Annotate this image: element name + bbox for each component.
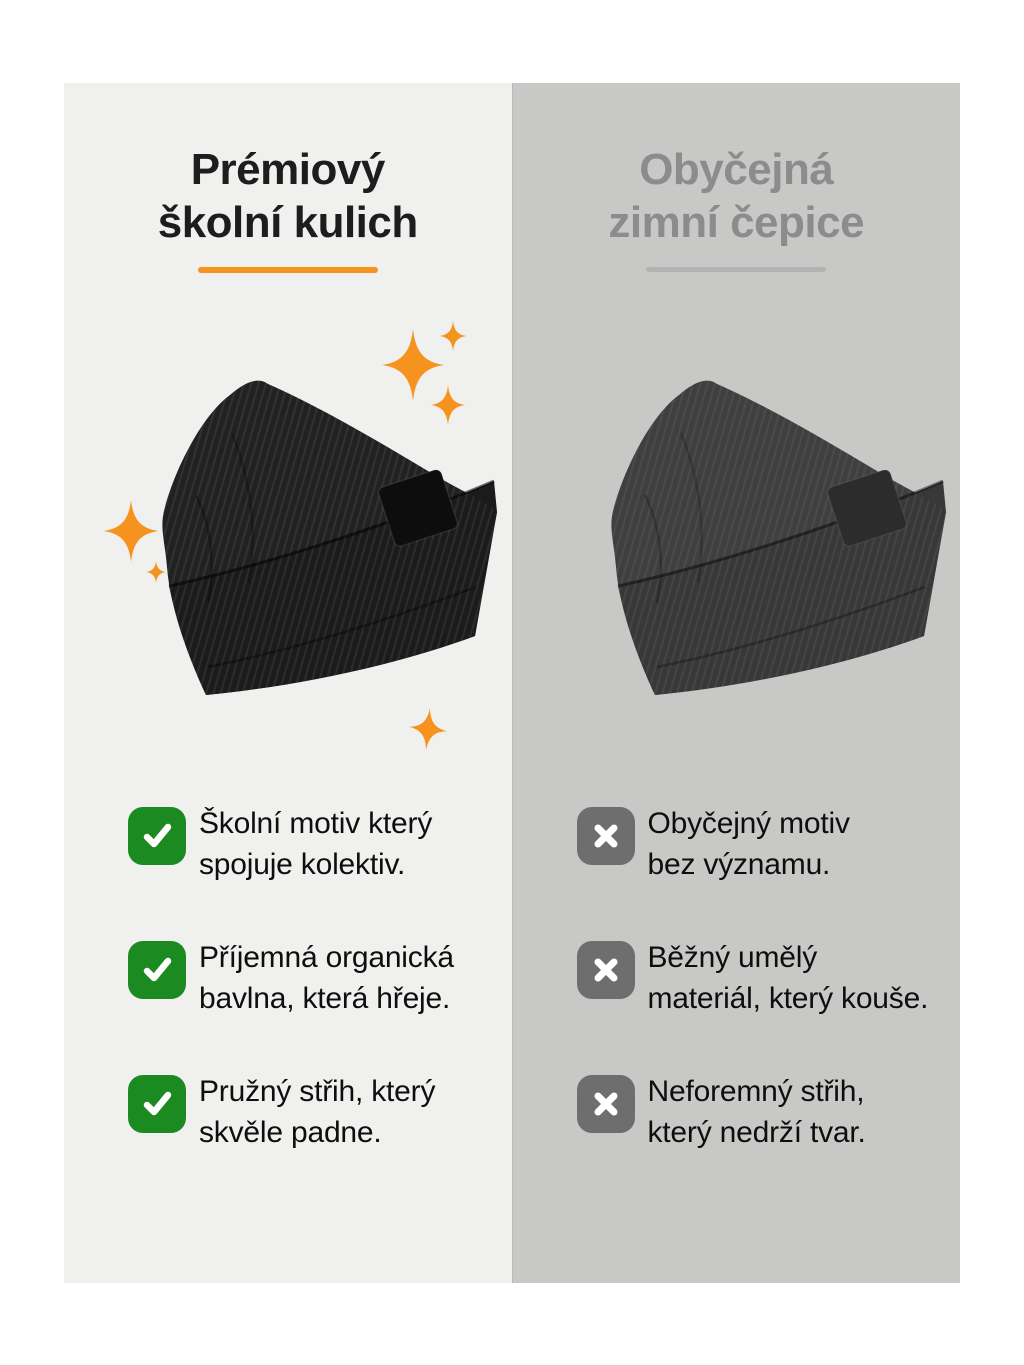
cross-icon [577,941,635,999]
drawback-item [577,1071,947,1153]
ordinary-title [513,143,961,249]
sparkle-icon [407,706,449,752]
premium-title-underline [198,267,378,273]
check-icon [128,1075,186,1133]
drawback-item [577,937,947,1019]
comparison-poster [64,83,960,1283]
premium-title-line2: školní kulich [157,198,418,247]
benefit-item [128,1071,498,1153]
benefit-text: Příjemná organická bavlna, která hřeje. [199,941,454,1015]
ordinary-title-underline [646,267,826,272]
drawback-text: Běžný umělý materiál, který kouše. [647,941,929,1015]
ordinary-title-line1: Obyčejná [639,145,834,194]
drawback-item [577,803,947,885]
premium-beanie-image [156,375,504,707]
premium-benefits-list [128,803,498,1205]
check-icon [128,941,186,999]
drawback-text: Obyčejný motiv bez významu. [647,807,850,881]
ordinary-drawbacks-list [577,803,947,1205]
benefit-item [128,803,498,885]
sparkle-icon [440,321,467,351]
ordinary-title-line2: zimní čepice [608,198,865,247]
benefit-text: Školní motiv který spojuje kolektiv. [199,807,433,881]
cross-icon [577,807,635,865]
benefit-text: Pružný střih, který skvěle padne. [199,1075,436,1149]
premium-title-line1: Prémiový [190,145,385,194]
sparkle-icon [104,500,159,562]
benefit-item [128,937,498,1019]
check-icon [128,807,186,865]
drawback-text: Neforemný střih, který nedrží tvar. [647,1075,866,1149]
ordinary-beanie-image [605,375,953,707]
premium-title [64,143,512,249]
ordinary-panel [512,83,961,1283]
cross-icon [577,1075,635,1133]
premium-panel [64,83,512,1283]
